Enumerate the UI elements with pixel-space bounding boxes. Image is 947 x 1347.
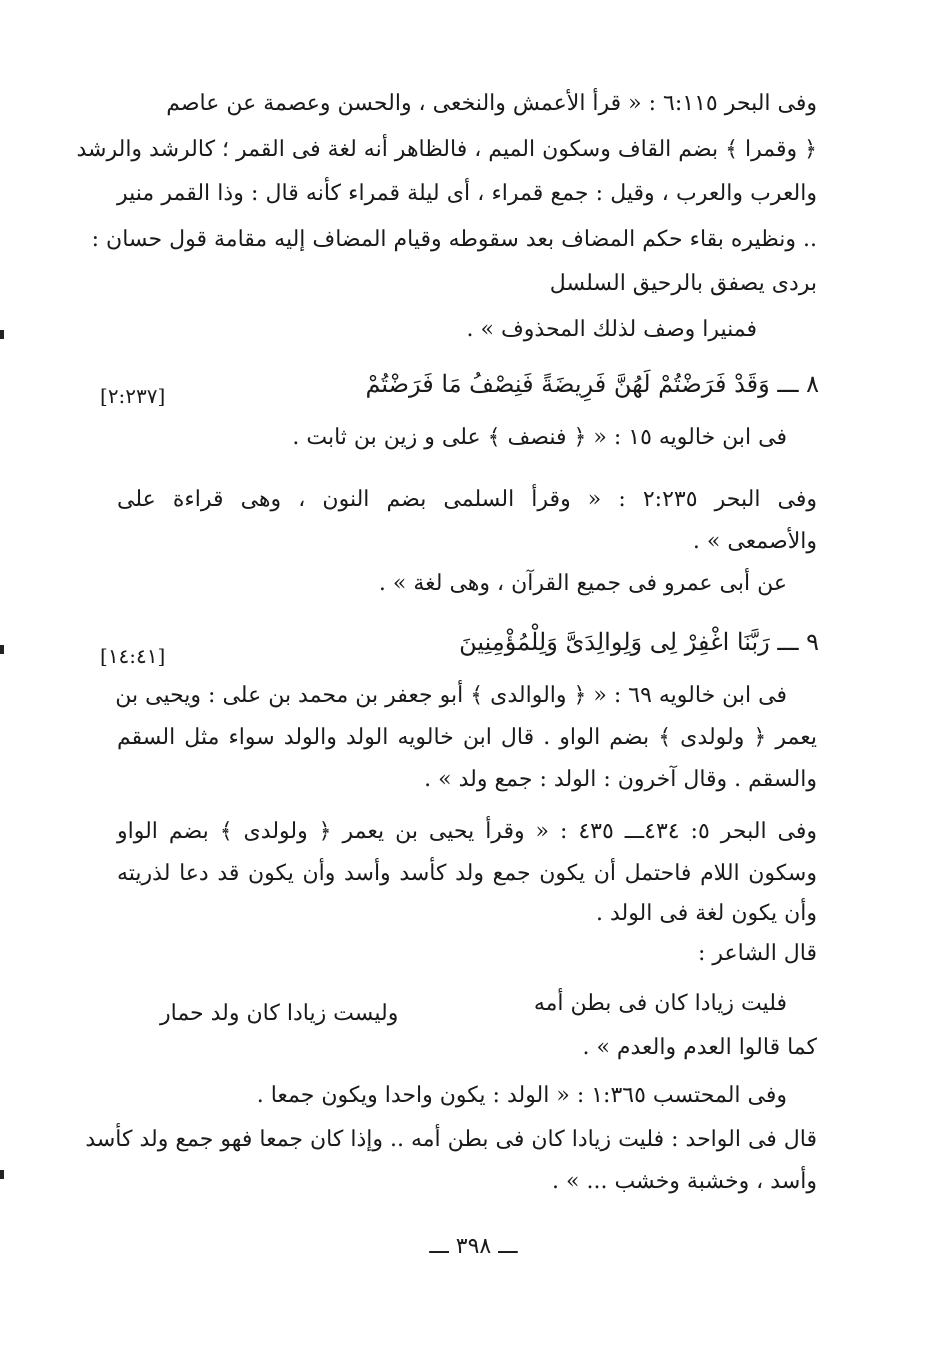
- verse-line: ٨ ـــ وَقَدْ فَرَضْتُمْ لَهُنَّ فَرِيضَةً فَنِصْفُ مَا فَرَضْتُمْ: [365, 370, 819, 398]
- text-line: فى ابن خالويه ٦٩ : « ﴿ والوالدى ﴾ أبو جعفر بن محمد بن على : ويحيى بن: [115, 683, 787, 708]
- verse-reference: [٢:٢٣٧]: [100, 384, 166, 408]
- text-line: قال فى الواحد : فليت زيادا كان فى بطن أمه .. وإذا كان جمعا فهو جمع ولد كأسد: [85, 1127, 817, 1152]
- verse-line: ٩ ـــ رَبَّنَا اغْفِرْ لِى وَلِوالِدَىَّ وَلِلْمُؤْمِنِينَ: [459, 628, 819, 656]
- text-line: بردى يصفق بالرحيق السلسل: [549, 271, 817, 296]
- scan-edge-mark: [0, 645, 4, 654]
- text-line: عن أبى عمرو فى جميع القرآن ، وهى لغة » .: [378, 571, 787, 596]
- text-line: فمنيرا وصف لذلك المحذوف » .: [466, 317, 757, 342]
- text-line: وفى البحر ٥: ٤٣٤ـــ ٤٣٥ : « وقرأ يحيى بن يعمر ﴿ ولولدى ﴾ بضم الواو: [117, 819, 818, 844]
- text-line: وسكون اللام فاحتمل أن يكون جمع ولد كأسد وأسد وأن يكون قد دعا لذريته: [117, 861, 817, 886]
- verse-reference: [١٤:٤١]: [100, 644, 166, 668]
- scan-edge-mark: [0, 1170, 4, 1179]
- text-line: فى ابن خالويه ١٥ : « ﴿ فنصف ﴾ على و زين بن ثابت .: [292, 425, 787, 450]
- text-line: كما قالوا العدم والعدم » .: [582, 1035, 817, 1060]
- text-line: وفى المحتسب ١:٣٦٥ : « الولد : يكون واحدا ويكون جمعا .: [256, 1083, 787, 1108]
- page-number: ـــ ٣٩٨ ـــ: [429, 1234, 518, 1259]
- text-line: ﴿ وقمرا ﴾ بضم القاف وسكون الميم ، فالظاهر أنه لغة فى القمر ؛ كالرشد والرشد: [76, 137, 817, 162]
- text-line: والعرب والعرب ، وقيل : جمع قمراء ، أى ليلة قمراء كأنه قال : وذا القمر منير: [117, 181, 817, 206]
- text-line: وفى البحر ٦:١١٥ : « قرأ الأعمش والنخعى ، والحسن وعصمة عن عاصم: [166, 91, 817, 116]
- text-line: قال الشاعر :: [697, 941, 817, 966]
- text-line: وفى البحر ٢:٢٣٥ : « وقرأ السلمى بضم النون ، وهى قراءة على: [117, 487, 818, 512]
- text-line: والأصمعى » .: [692, 529, 817, 554]
- poetry-hemistich-right: فليت زيادا كان فى بطن أمه: [533, 991, 787, 1016]
- text-line: .. ونظيره بقاء حكم المضاف بعد سقوطه وقيام المضاف إليه مقامة قول حسان :: [91, 227, 817, 252]
- text-line: يعمر ﴿ ولولدى ﴾ بضم الواو . قال ابن خالويه الولد والولد سواء مثل السقم: [117, 725, 817, 750]
- poetry-hemistich-left: وليست زيادا كان ولد حمار: [160, 1001, 399, 1026]
- text-line: والسقم . وقال آخرون : الولد : جمع ولد » .: [424, 767, 817, 792]
- scan-edge-mark: [0, 330, 4, 339]
- text-line: وأن يكون لغة فى الولد .: [595, 901, 817, 926]
- text-line: وأسد ، وخشبة وخشب ... » .: [552, 1169, 817, 1194]
